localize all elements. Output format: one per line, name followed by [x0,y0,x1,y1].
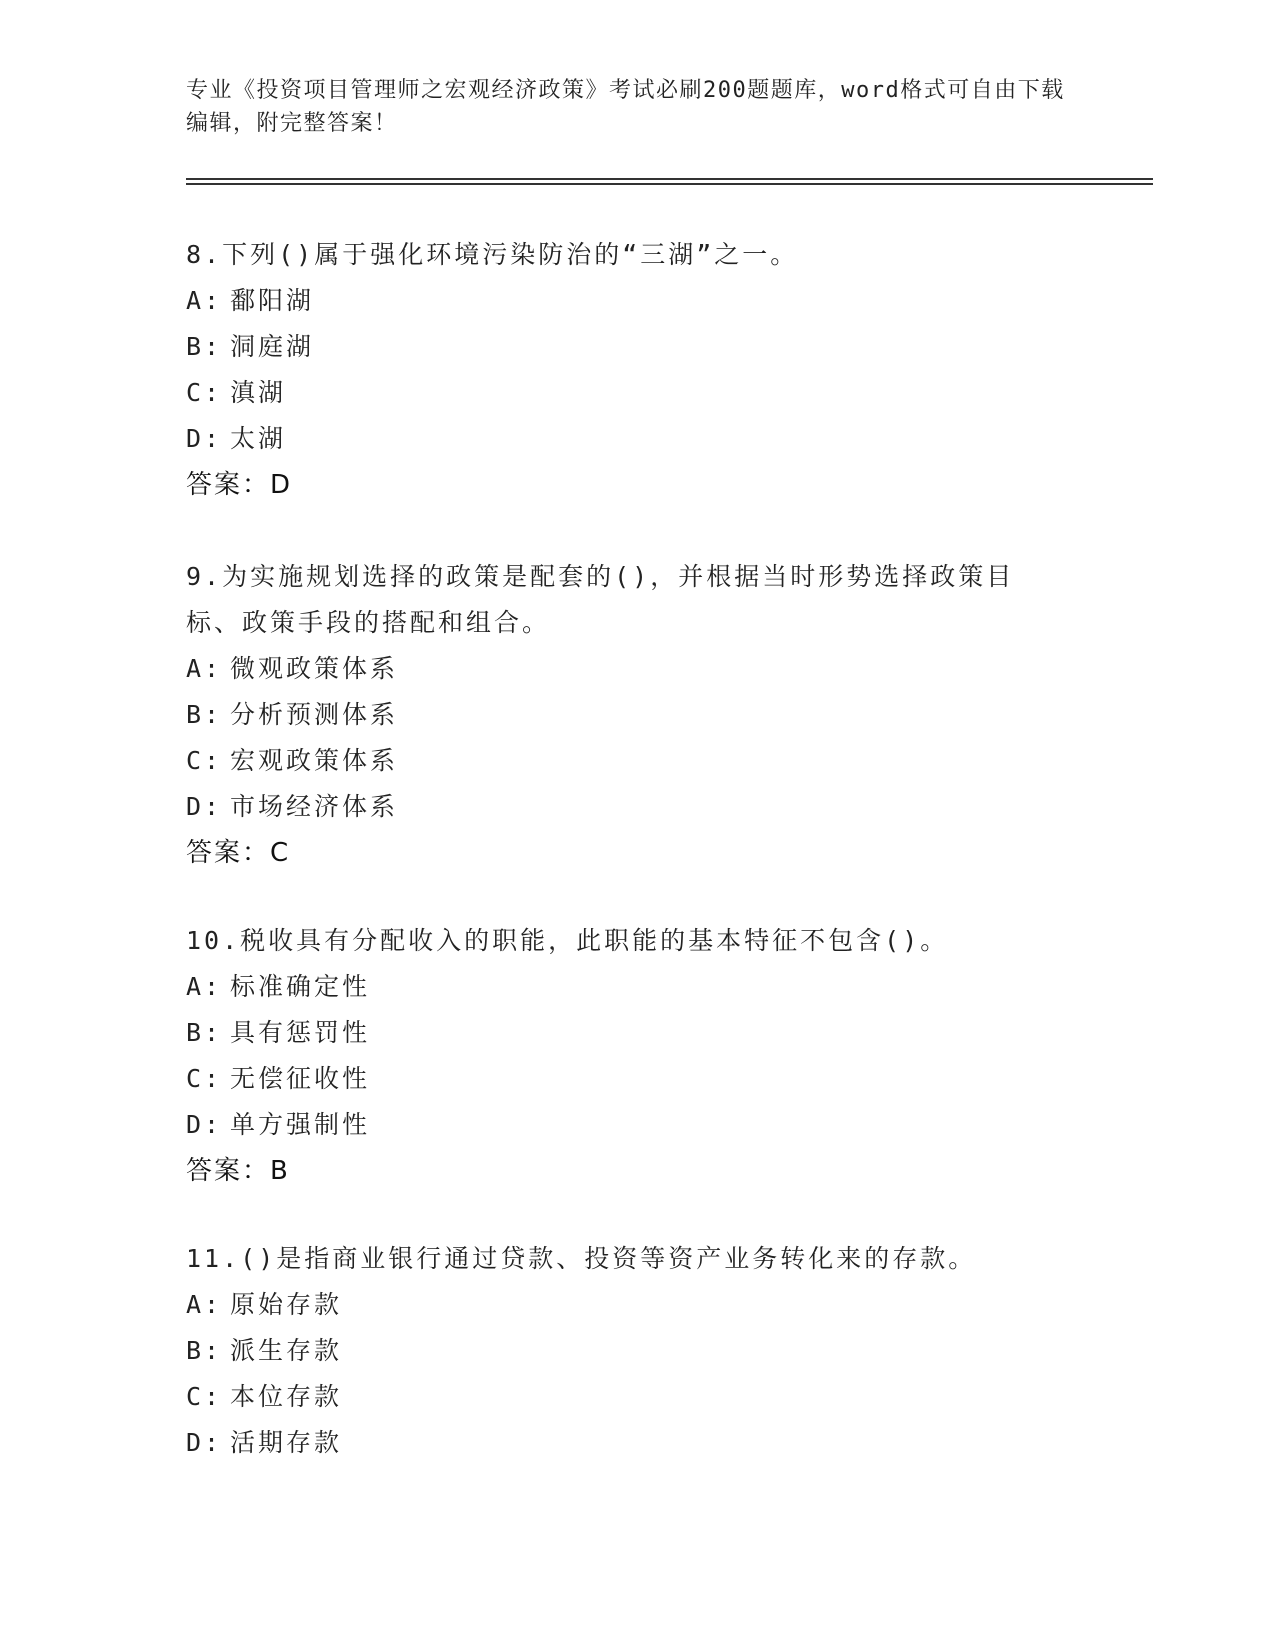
option-c [186,1056,1066,1102]
question-stem: 9.为实施规划选择的政策是配套的()，并根据当时形势选择政策目标、政策手段的搭配和组合。 [186,562,1015,637]
header-divider-top [186,178,1153,180]
option-letter: C: [186,1382,223,1411]
option-letter: B: [186,332,223,361]
option-a [186,278,1066,324]
option-letter: C: [186,1064,223,1093]
option-text: 分析预测体系 [230,700,399,729]
option-text: 无偿征收性 [230,1064,371,1093]
option-c [186,738,1066,784]
header-divider-bottom [186,183,1153,185]
question-stem: 10.税收具有分配收入的职能，此职能的基本特征不包含()。 [186,926,949,955]
option-b [186,692,1066,738]
option-letter: C: [186,378,223,407]
option-b [186,324,1066,370]
option-text: 宏观政策体系 [230,746,399,775]
option-letter: A: [186,1290,223,1319]
option-text: 太湖 [230,424,287,453]
option-letter: D: [186,792,223,821]
option-c [186,1374,1066,1420]
option-text: 微观政策体系 [230,654,399,683]
question-10 [186,918,1066,1194]
option-letter: A: [186,972,223,1001]
option-c [186,370,1066,416]
answer: 答案：C [186,838,291,868]
question-stem: 11.()是指商业银行通过贷款、投资等资产业务转化来的存款。 [186,1244,977,1273]
question-8 [186,232,1066,508]
option-d [186,784,1066,830]
option-d [186,416,1066,462]
option-letter: B: [186,1336,223,1365]
option-letter: B: [186,1018,223,1047]
option-text: 具有惩罚性 [230,1018,371,1047]
answer: 答案：B [186,1156,290,1186]
option-text: 滇湖 [230,378,287,407]
option-d [186,1102,1066,1148]
option-text: 标准确定性 [230,972,371,1001]
question-11 [186,1236,1066,1466]
option-text: 本位存款 [230,1382,343,1411]
option-letter: A: [186,286,223,315]
option-text: 活期存款 [230,1428,343,1457]
option-d [186,1420,1066,1466]
option-text: 鄱阳湖 [230,286,315,315]
option-letter: D: [186,424,223,453]
option-text: 原始存款 [230,1290,343,1319]
option-text: 单方强制性 [230,1110,371,1139]
question-9 [186,554,1066,876]
answer: 答案：D [186,470,293,500]
option-letter: D: [186,1428,223,1457]
option-a [186,646,1066,692]
option-b [186,1328,1066,1374]
option-a [186,1282,1066,1328]
option-letter: C: [186,746,223,775]
question-stem: 8.下列()属于强化环境污染防治的“三湖”之一。 [186,240,799,269]
option-text: 市场经济体系 [230,792,399,821]
option-letter: A: [186,654,223,683]
option-a [186,964,1066,1010]
document-header: 专业《投资项目管理师之宏观经济政策》考试必刷200题题库，word格式可自由下载编辑，附完整答案！ [186,78,1065,136]
option-letter: D: [186,1110,223,1139]
option-text: 派生存款 [230,1336,343,1365]
option-letter: B: [186,700,223,729]
option-text: 洞庭湖 [230,332,315,361]
option-b [186,1010,1066,1056]
